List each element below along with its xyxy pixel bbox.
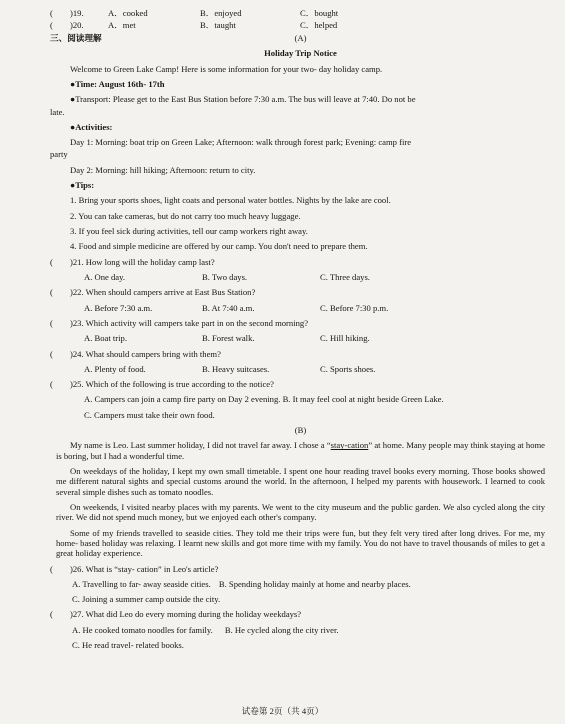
notice-tip-2: 2. You can take cameras, but do not carry too much heavy luggage. bbox=[70, 210, 301, 221]
question-number: )20. bbox=[70, 20, 84, 31]
question-stem: )23. Which activity will campers take part in on the second morning? bbox=[70, 317, 309, 328]
option-a: A. Plenty of food. bbox=[84, 363, 146, 374]
question-25 bbox=[50, 379, 545, 390]
question-19 bbox=[50, 8, 545, 18]
question-26-option-c bbox=[56, 594, 545, 604]
notice-transport: ●Transport: Please get to the East Bus Station before 7:30 a.m. The bus will leave at 7:40. Do not be bbox=[70, 94, 416, 105]
question-22 bbox=[50, 287, 545, 298]
notice-tips: ●Tips: bbox=[70, 180, 95, 191]
option-c: C. Campers must take their own food. bbox=[84, 409, 215, 420]
question-27-option-c bbox=[56, 640, 545, 650]
option-c: C. Sports shoes. bbox=[320, 363, 376, 374]
option-c: C. Before 7:30 p.m. bbox=[320, 302, 389, 313]
passage-b-paragraph-2: On weekdays of the holiday, I kept my own small timetable. I spent one hour reading travel books every morning. Those books showed me different natural sights and special customs around the world. In the afternoon, I helped my parents with housework. I learned to cook several simple dishes such as tomato noodles. bbox=[56, 466, 545, 497]
paragraph-text: My name is Leo. Last summer holiday, I did not travel far away. I chose a “ bbox=[70, 440, 331, 451]
notice-transport-cont: late. bbox=[50, 106, 65, 117]
section-heading: 三、阅读理解 bbox=[50, 32, 102, 43]
option-a: A．met bbox=[108, 20, 136, 31]
question-25-options-ab bbox=[56, 394, 545, 404]
option-b: B．enjoyed bbox=[200, 8, 242, 18]
answer-bracket: ( bbox=[50, 609, 53, 620]
answer-bracket: ( bbox=[50, 20, 53, 31]
paragraph-text: ” at home. Many people may think staying at home is boring, but I had a wonderful time. bbox=[56, 440, 545, 461]
answer-bracket: ( bbox=[50, 563, 53, 574]
option-b: B. Spending holiday mainly at home and nearby places. bbox=[218, 578, 411, 589]
question-23-options bbox=[56, 333, 545, 343]
option-a: A. Campers can join a camp fire party on Day 2 evening. bbox=[84, 394, 281, 405]
answer-bracket: ( bbox=[50, 8, 53, 18]
passage-b-paragraph-3: On weekends, I visited nearby places with my parents. We went to the city museum and the public garden. We also cycled along the city river. We did not spend much money, but we enjoyed each other's company. bbox=[56, 501, 545, 523]
option-b: B. Two days. bbox=[202, 271, 248, 282]
question-26 bbox=[50, 563, 545, 574]
option-b: B. At 7:40 a.m. bbox=[202, 302, 255, 313]
notice-tip-4: 4. Food and simple medicine are offered by our camp. You don't need to prepare them. bbox=[70, 241, 368, 252]
question-22-options bbox=[56, 303, 545, 313]
part-a-label: (A) bbox=[294, 32, 307, 43]
question-24 bbox=[50, 348, 545, 359]
question-20 bbox=[50, 20, 545, 31]
notice-welcome: Welcome to Green Lake Camp! Here is some information for your two- day holiday camp. bbox=[70, 63, 383, 74]
option-a: A. Before 7:30 a.m. bbox=[84, 302, 153, 313]
notice-time: ●Time: August 16th- 17th bbox=[70, 78, 165, 89]
question-26-options-ab bbox=[56, 579, 545, 589]
question-stem: )25. Which of the following is true according to the notice? bbox=[70, 379, 274, 390]
notice-title: Holiday Trip Notice bbox=[264, 48, 337, 59]
option-a: A. Travelling to far- away seaside cities. bbox=[72, 578, 211, 589]
notice-day1: Day 1: Morning: boat trip on Green Lake; Afternoon: walk through forest park; Evening: camp fire bbox=[70, 137, 412, 148]
question-23 bbox=[50, 317, 545, 328]
option-a: A. One day. bbox=[84, 271, 125, 282]
answer-bracket: ( bbox=[50, 379, 53, 390]
option-c: C. Joining a summer camp outside the city. bbox=[72, 594, 221, 605]
answer-bracket: ( bbox=[50, 348, 53, 359]
page-footer: 试卷第 2页（共 4页） bbox=[241, 705, 324, 716]
question-21 bbox=[50, 256, 545, 267]
option-b: B. Forest walk. bbox=[202, 333, 255, 344]
question-stem: )26. What is “stay- cation” in Leo's article? bbox=[70, 563, 219, 574]
notice-day1-cont: party bbox=[50, 149, 68, 160]
question-number: )19. bbox=[70, 8, 84, 18]
option-c: C. He read travel- related books. bbox=[72, 640, 184, 651]
notice-activities: ●Activities: bbox=[70, 121, 113, 132]
answer-bracket: ( bbox=[50, 287, 53, 298]
option-c: C. Hill hiking. bbox=[320, 333, 370, 344]
passage-b-paragraph-4: Some of my friends travelled to seaside cities. They told me their trips were fun, but they felt very tired after long drives. For me, my home- based holiday was relaxing. I learnt new skills and got more time with my family. You do not have to travel thousands of miles to get a great holiday experience. bbox=[56, 527, 545, 559]
option-a: A. Boat trip. bbox=[84, 333, 127, 344]
option-b: B. Heavy suitcases. bbox=[202, 363, 270, 374]
notice-tip-1: 1. Bring your sports shoes, light coats and personal water bottles. Nights by the lake are cool. bbox=[70, 195, 391, 206]
part-b-label: (B) bbox=[294, 425, 307, 436]
question-21-options bbox=[56, 272, 545, 282]
question-stem: )24. What should campers bring with them? bbox=[70, 348, 221, 359]
question-stem: )21. How long will the holiday camp last? bbox=[70, 256, 215, 267]
answer-bracket: ( bbox=[50, 317, 53, 328]
notice-day2: Day 2: Morning: hill hiking; Afternoon: return to city. bbox=[70, 164, 256, 175]
question-24-options bbox=[56, 364, 545, 374]
option-c: C. Three days. bbox=[320, 271, 370, 282]
option-c: C．helped bbox=[300, 20, 338, 31]
question-stem: )27. What did Leo do every morning during the holiday weekdays? bbox=[70, 609, 302, 620]
underlined-term: stay-cation bbox=[330, 440, 369, 451]
option-b: B. It may feel cool at night beside Green Lake. bbox=[282, 394, 444, 405]
question-27-options-ab bbox=[56, 625, 545, 635]
option-a: A．cooked bbox=[108, 8, 148, 18]
question-27 bbox=[50, 609, 545, 620]
passage-b-paragraph-1 bbox=[56, 440, 545, 461]
answer-bracket: ( bbox=[50, 256, 53, 267]
notice-tip-3: 3. If you feel sick during activities, tell our camp workers right away. bbox=[70, 226, 308, 236]
option-a: A. He cooked tomato noodles for family. bbox=[72, 624, 213, 635]
option-b: B. He cycled along the city river. bbox=[224, 624, 339, 635]
option-b: B．taught bbox=[200, 20, 236, 31]
question-stem: )22. When should campers arrive at East Bus Station? bbox=[70, 287, 256, 298]
question-25-option-c bbox=[56, 410, 545, 420]
option-c: C．bought bbox=[300, 8, 339, 18]
